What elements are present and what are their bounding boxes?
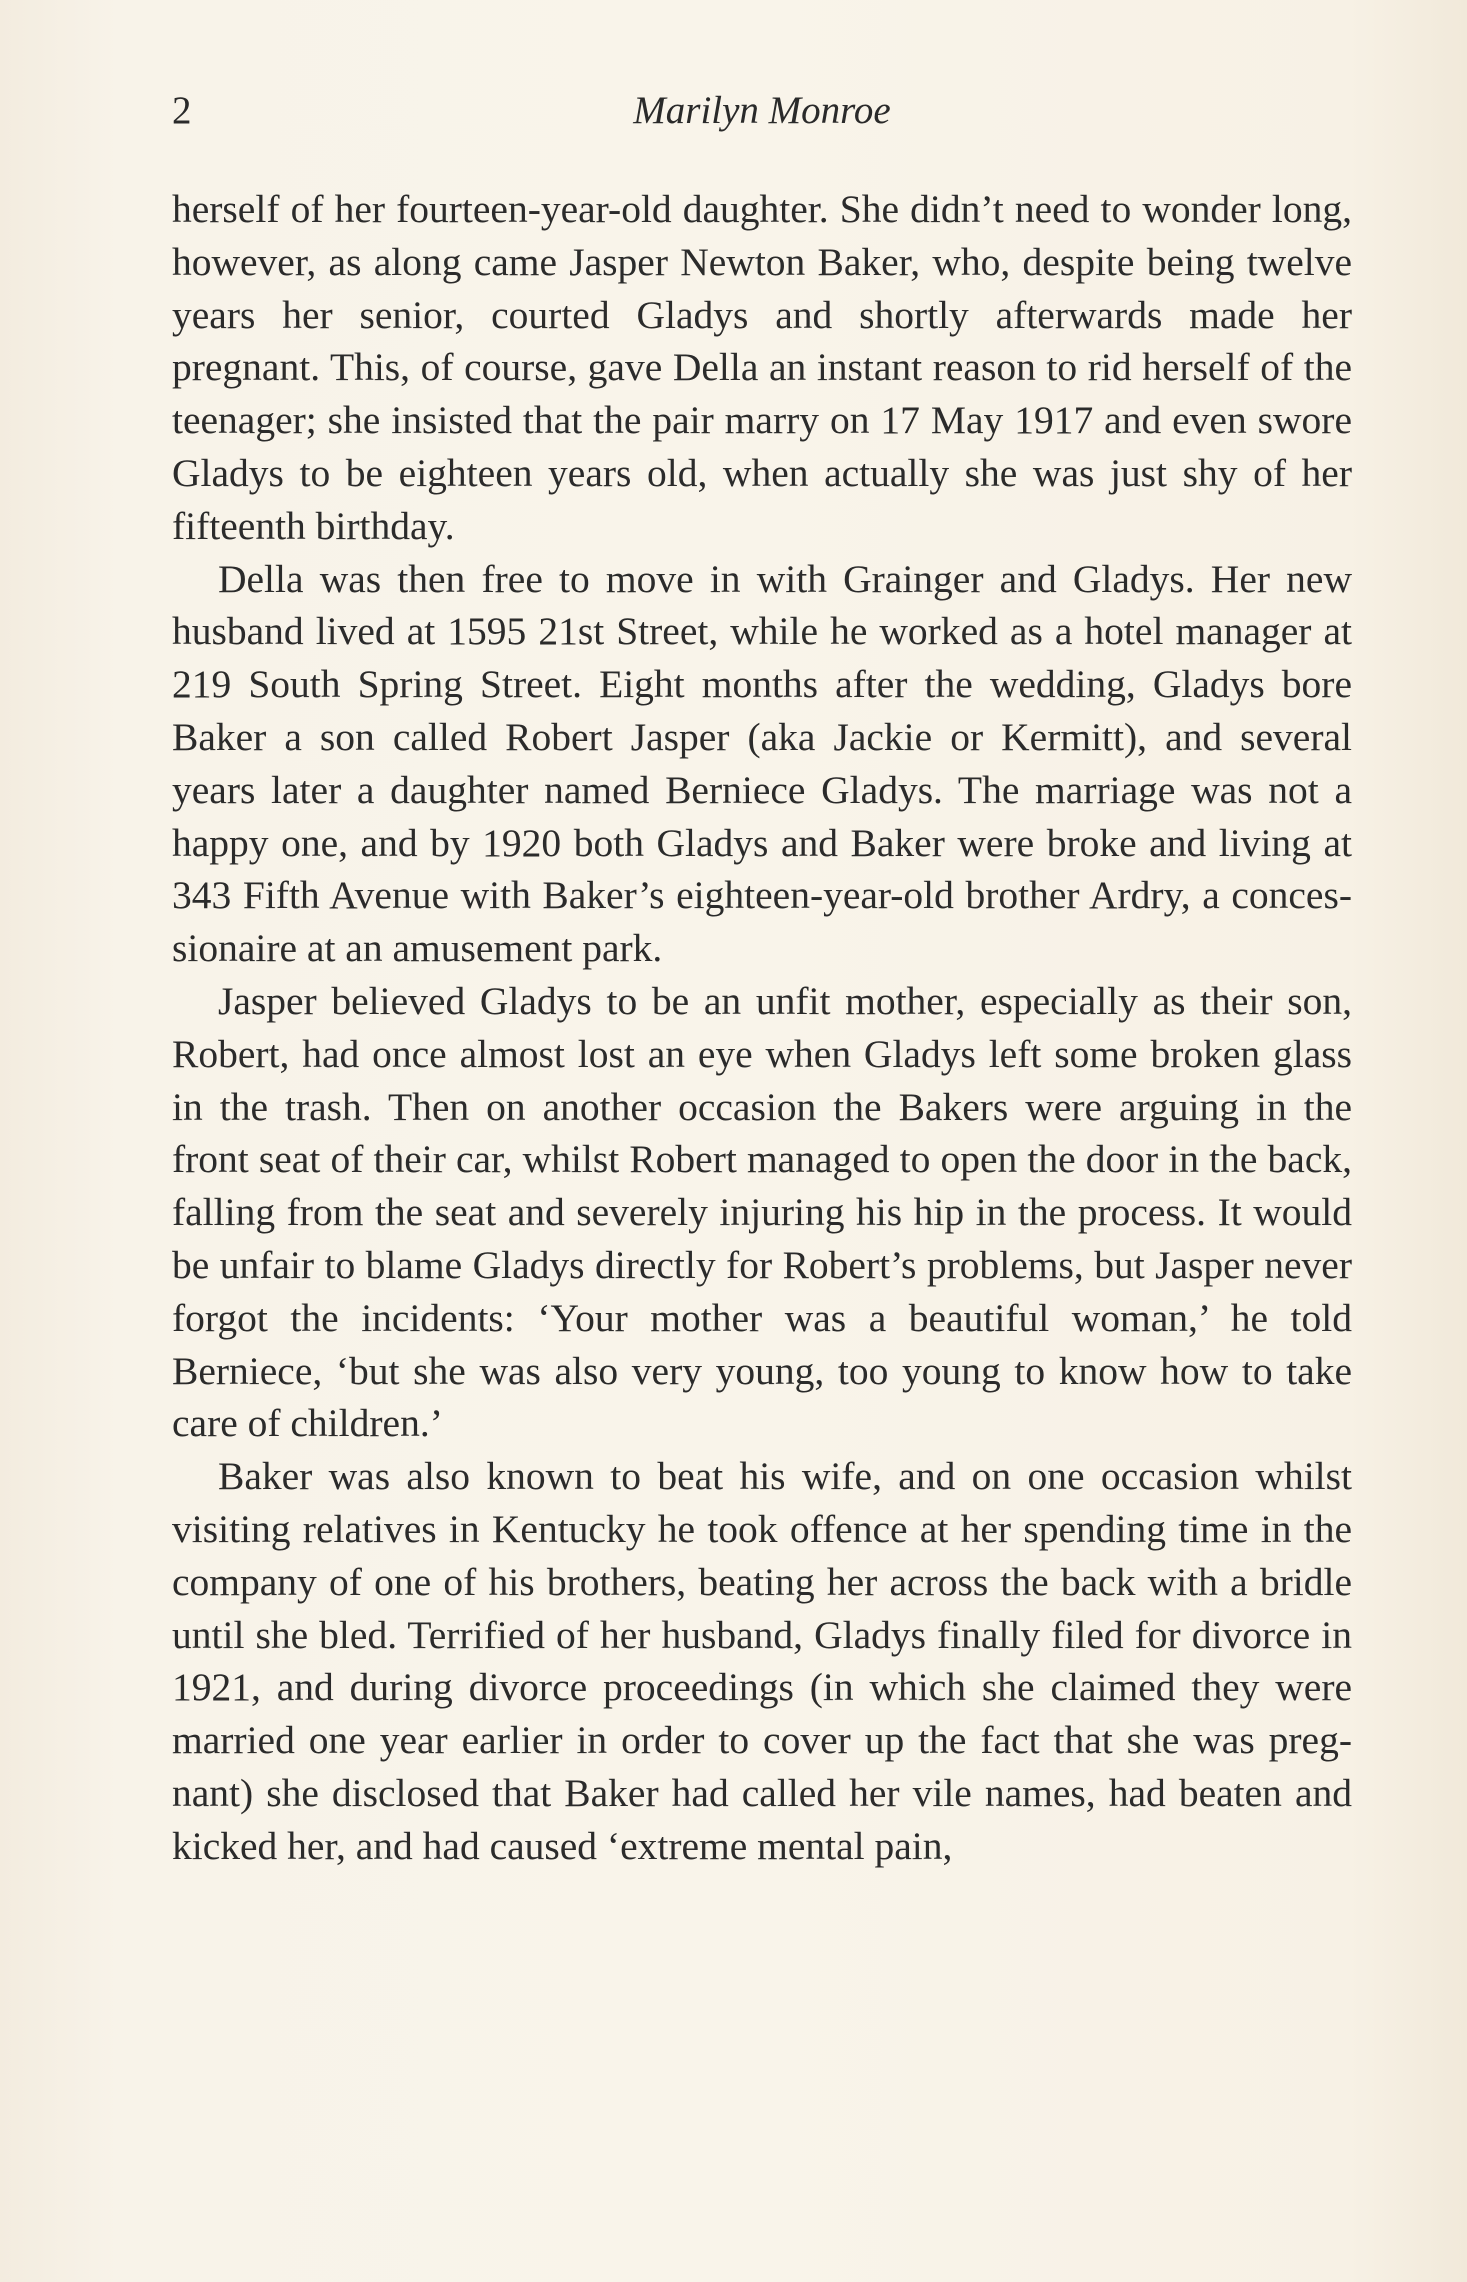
paragraph: Della was then free to move in with Grainger and Gladys. Her new husband lived at 1595 21st Street, while he worked as a hotel manager at 219 South Spring Street. Eight months after the wedding, Gladys bore Baker a son called Robert Jasper (aka Jackie or Kermitt), and several years later a daughter named Berniece Gladys. The marriage was not a happy one, and by 1920 both Gladys and Baker were broke and living at 343 Fifth Avenue with Baker’s eighteen-year-old brother Ardry, a concessionaire at an amusement park. (172, 556, 1352, 971)
book-title: Marilyn Monroe (633, 89, 891, 132)
paragraph: Baker was also known to beat his wife, and on one occasion whilst visiting relatives in Kentucky he took offence at her spending time in the company of one of his brothers, beating her across the back with a bridle until she bled. Terrified of her husband, Gladys finally filed for divorce in 1921, and during divorce proceedings (in which she claimed they were married one year earlier in order to cover up the fact that she was pregnant) she disclosed that Baker had called her vile names, had beaten and kicked her, and had caused ‘extreme mental pain, (172, 1454, 1352, 1868)
body-text (172, 183, 1352, 1873)
paragraph-continued: herself of her fourteen-year-old daughter. She didn’t need to wonder long, however, as along came Jasper Newton Baker, who, despite being twelve years her senior, courted Gladys and shortly afterwards made her pregnant. This, of course, gave Della an instant reason to rid herself of the teenager; she insisted that the pair marry on 17 May 1917 and even swore Gladys to be eighteen years old, when actually she was just shy of her fifteenth birthday. (172, 187, 1352, 548)
running-head (172, 88, 1352, 148)
paragraph: Jasper believed Gladys to be an unfit mother, especially as their son, Robert, had once almost lost an eye when Gladys left some broken glass in the trash. Then on another occasion the Bakers were arguing in the front seat of their car, whilst Robert managed to open the door in the back, falling from the seat and severely injuring his hip in the process. It would be unfair to blame Gladys directly for Robert’s problems, but Jasper never forgot the incidents: ‘Your mother was a beautiful woman,’ he told Berniece, ‘but she was also very young, too young to know how to take care of children.’ (172, 978, 1352, 1446)
page-number: 2 (172, 89, 192, 132)
